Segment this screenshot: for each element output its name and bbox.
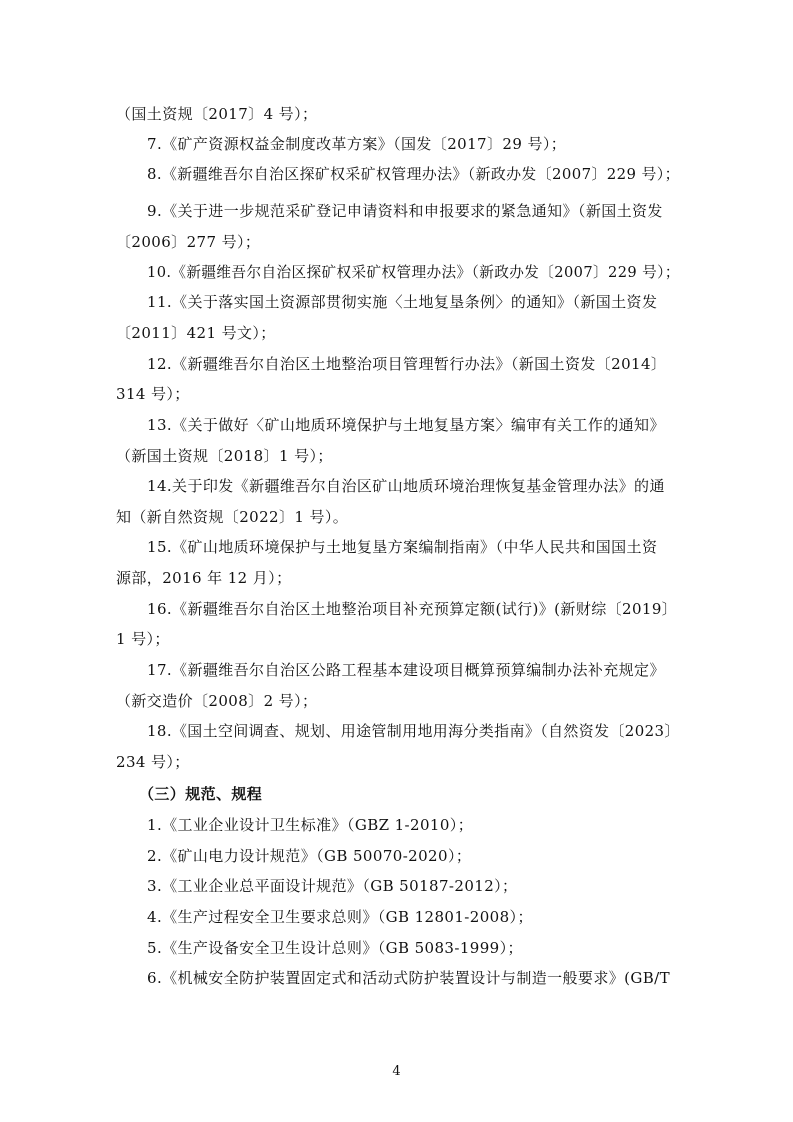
page-number: 4 <box>392 1064 401 1079</box>
text-line: 〔2006〕277 号）； <box>116 233 261 251</box>
text-line: 4.《生产过程安全卫生要求总则》（GB 12801-2008）； <box>147 908 533 926</box>
text-line: 〔2011〕421 号文）； <box>116 324 276 342</box>
text-line: 8.《新疆维吾尔自治区探矿权采矿权管理办法》（新政办发〔2007〕229 号）； <box>147 165 680 183</box>
text-line: 12.《新疆维吾尔自治区土地整治项目管理暂行办法》（新国土资发〔2014〕 <box>147 355 667 373</box>
text-line: 16.《新疆维吾尔自治区土地整治项目补充预算定额(试行)》(新财综〔2019〕 <box>147 600 678 618</box>
text-line: 314 号）； <box>116 385 190 403</box>
text-line: 6.《机械安全防护装置固定式和活动式防护装置设计与制造一般要求》(GB/T <box>147 969 671 987</box>
text-line: 14.关于印发《新疆维吾尔自治区矿山地质环境治理恢复基金管理办法》的通 <box>147 477 665 495</box>
text-line: 234 号）； <box>116 753 190 771</box>
text-line: （新交造价〔2008〕2 号）； <box>116 692 318 710</box>
section-heading: （三）规范、规程 <box>139 785 263 803</box>
text-line: 9.《关于进一步规范采矿登记申请资料和申报要求的紧急通知》（新国土资发 <box>147 202 663 220</box>
text-line: 7.《矿产资源权益金制度改革方案》（国发〔2017〕29 号）； <box>147 135 567 153</box>
text-line: 源部，2016 年 12 月）； <box>116 569 292 587</box>
text-line: 18.《国土空间调查、规划、用途管制用地用海分类指南》（自然资发〔2023〕 <box>147 722 680 740</box>
text-line: 13.《关于做好〈矿山地质环境保护与土地复垦方案〉编审有关工作的通知》 <box>147 416 665 434</box>
text-line: （新国土资规〔2018〕1 号）； <box>116 447 333 465</box>
text-line: 15.《矿山地质环境保护与土地复垦方案编制指南》（中华人民共和国国土资 <box>147 538 658 556</box>
text-line: 10.《新疆维吾尔自治区探矿权采矿权管理办法》（新政办发〔2007〕229 号）； <box>147 263 680 281</box>
text-line: 1 号）； <box>116 630 170 648</box>
text-line: （国土资规〔2017〕4 号）； <box>116 105 318 123</box>
text-line: 1.《工业企业设计卫生标准》（GBZ 1-2010）； <box>147 816 474 834</box>
text-line: 5.《生产设备安全卫生设计总则》（GB 5083-1999）； <box>147 939 523 957</box>
text-line: 11.《关于落实国土资源部贯彻实施〈土地复垦条例〉的通知》（新国土资发 <box>147 293 658 311</box>
text-line: 知（新自然资规〔2022〕1 号）。 <box>116 508 349 526</box>
text-line: 17.《新疆维吾尔自治区公路工程基本建设项目概算预算编制办法补充规定》 <box>147 661 665 679</box>
text-line: 3.《工业企业总平面设计规范》（GB 50187-2012）； <box>147 877 518 895</box>
text-line: 2.《矿山电力设计规范》（GB 50070-2020）； <box>147 847 472 865</box>
